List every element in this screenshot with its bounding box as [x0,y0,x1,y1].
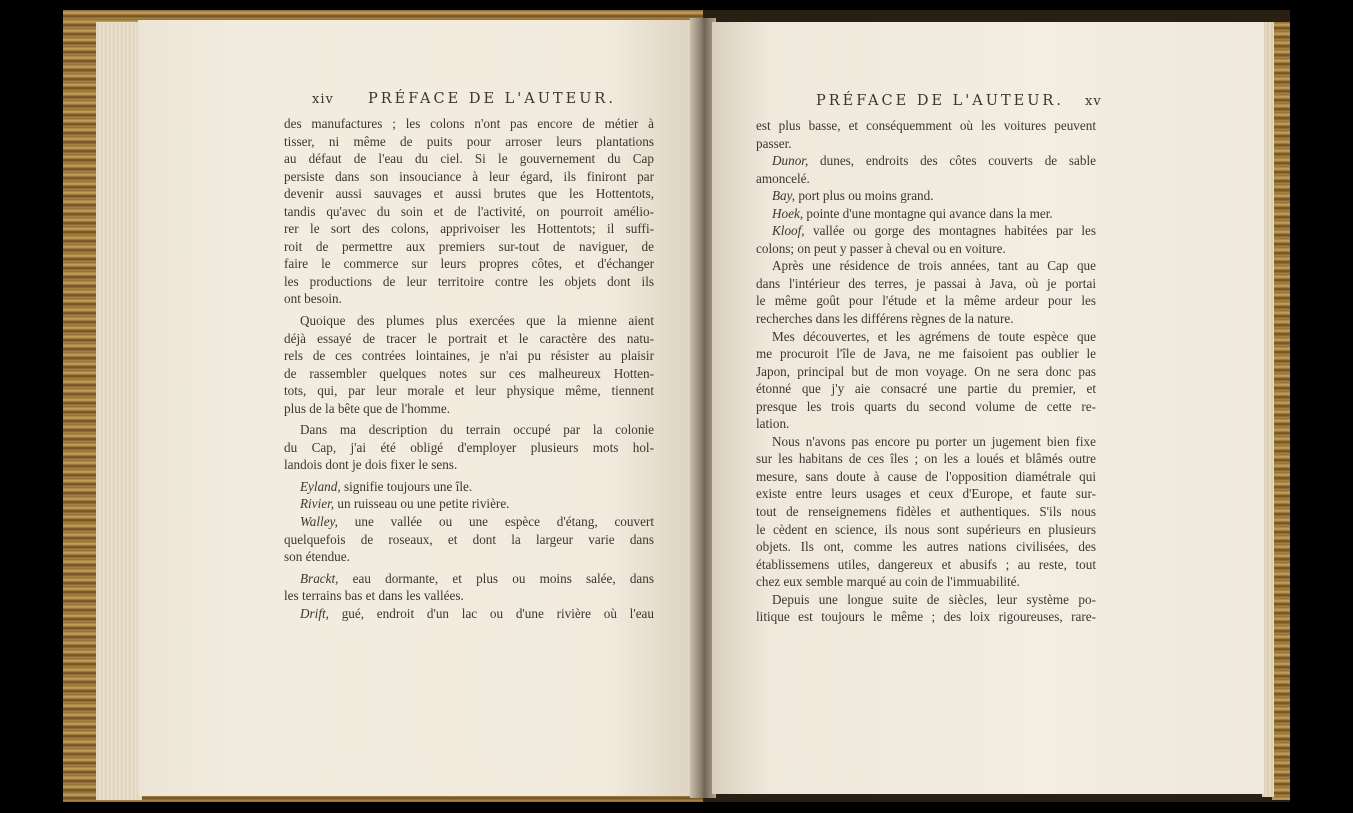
line-text: du Cap, j'ai été obligé d'employer plusieurs mots hol- [284,439,654,455]
text-line [756,292,1096,310]
line-text: signifie toujours une île. [340,478,473,494]
text-line [756,187,1096,205]
text-line [284,400,654,418]
text-line [756,205,1096,223]
line-text: eau dormante, et plus ou moins salée, dans [338,570,654,586]
line-text: landois dont je dois fixer le sens. [284,457,458,473]
line-text: son étendue. [284,549,350,565]
text-line [284,531,654,549]
left-running-head: PRÉFACE DE L'AUTEUR. [368,91,616,107]
text-line [284,495,654,513]
text-line [284,220,654,238]
text-line [284,548,654,566]
text-line [756,521,1096,539]
text-line [756,380,1096,398]
text-line [756,135,1096,153]
line-text: déjà essayé de tracer le portrait et le caractère des natu- [284,330,654,346]
line-text: mesure, sans doute à cause de l'opposition diamétrale qui [756,468,1096,484]
line-text: faire le commerce sur leurs propres côtes, et d'échanger [284,256,654,272]
line-text: les terrains bas et dans les vallées. [284,588,464,604]
text-line [284,115,654,133]
line-text: amoncelé. [756,170,810,186]
line-text: rels de ces contrées lointaines, je n'ai pu résister au plaisir [284,348,654,364]
text-line [756,117,1096,135]
left-body-text [284,115,654,622]
text-line [284,570,654,588]
text-line [284,203,654,221]
text-line [756,538,1096,556]
glossary-term: Eyland, [300,478,341,494]
text-line [284,478,654,496]
text-line [756,415,1096,433]
text-line [756,240,1096,258]
right-body-text [756,117,1096,626]
glossary-term: Kloof, [772,223,805,239]
text-line [756,152,1096,170]
line-text: colons; on peut y passer à cheval ou en voiture. [756,240,1006,256]
text-line [756,503,1096,521]
text-line [284,605,654,623]
glossary-term: Drift, [300,605,329,621]
line-text: sur les habitans de ces îles ; on les a loués et blâmés outre [756,451,1096,467]
text-line [284,168,654,186]
line-text: vallée ou gorge des montagnes habitées par les [804,223,1096,239]
line-text: roit de permettre aux premiers sur-tout de naviguer, de [284,238,654,254]
text-line [284,150,654,168]
glossary-term: Walley, [300,514,338,530]
line-text: le cèdent en science, ils nous sont supérieurs en plusieurs [756,521,1096,537]
text-line [284,456,654,474]
text-line [756,345,1096,363]
line-text: le même goût pour l'étude et la même ardeur pour les [756,293,1096,309]
line-text: les productions de leur territoire contre les objets dont ils [284,273,654,289]
line-text: presque les trois quarts du second volume de cette re- [756,398,1096,414]
line-text: chez eux semble marqué au coin de l'immuabilité. [756,574,1020,590]
text-line [756,275,1096,293]
text-line [284,273,654,291]
line-text: port plus ou moins grand. [795,188,934,204]
text-line [284,382,654,400]
text-line [284,133,654,151]
right-page [712,22,1264,794]
left-page-number: xiv [312,92,334,107]
text-line [756,573,1096,591]
page-edges-left [96,22,142,800]
line-text: quelquefois de roseaux, et dont la largeur varie dans [284,531,654,547]
line-text: Depuis une longue suite de siècles, leur système po- [772,591,1096,607]
text-line [284,513,654,531]
text-line [284,365,654,383]
line-text: tout de renseignemens fidèles et authentiques. S'ils nous [756,504,1096,520]
line-text: de rassembler quelques notes sur ces malheureux Hotten- [284,365,654,381]
line-text: passer. [756,135,792,151]
line-text: Japon, principal but de mon voyage. On ne sera donc pas [756,363,1096,379]
line-text: tots, qui, par leur morale et leur physique même, tiennent [284,383,654,399]
line-text: rer le sort des colons, apprivoiser les Hottentots; il suffi- [284,221,654,237]
text-line [756,591,1096,609]
line-text: établissemens utiles, dangereux et abusifs ; au reste, tout [756,556,1096,572]
text-line [756,363,1096,381]
line-text: me procuroit l'île de Java, ne me faisoient pas oublier le [756,346,1096,362]
text-line [284,421,654,439]
line-text: objets. Ils ont, comme les autres nations civilisées, des [756,539,1096,555]
glossary-term: Dunor, [772,153,809,169]
line-text: persiste dans son insouciance à leur égard, ils finiront par [284,168,654,184]
line-text: dunes, endroits des côtes couverts de sable [808,153,1096,169]
text-line [756,556,1096,574]
line-text: des manufactures ; les colons n'ont pas encore de métier à [284,116,654,131]
text-line [284,238,654,256]
line-text: ont besoin. [284,291,342,307]
line-text: un ruisseau ou une petite rivière. [334,496,510,512]
line-text: gué, endroit d'un lac ou d'une rivière où l'eau [328,605,654,621]
line-text: Mes découvertes, et les agrémens de toute espèce que [772,328,1096,344]
text-line [756,222,1096,240]
text-line [284,439,654,457]
line-text: tisser, ni même de puits pour arroser leurs plantations [284,133,654,149]
glossary-term: Bay, [772,188,796,204]
text-line [284,347,654,365]
text-line [284,312,654,330]
glossary-term: Rivier, [300,496,335,512]
line-text: Après une résidence de trois années, tant au Cap que [772,258,1096,274]
text-line [284,330,654,348]
line-text: une vallée ou une espèce d'étang, couvert [337,514,654,530]
line-text: Nous n'avons pas encore pu porter un jugement bien fixe [772,433,1096,449]
text-line [756,310,1096,328]
left-page [138,20,694,796]
right-page-number: xv [1085,94,1102,109]
line-text: dans l'intérieur des terres, je passai à Java, où je portai [756,275,1096,291]
line-text: Dans ma description du terrain occupé par la colonie [300,422,654,438]
line-text: existe entre leurs usages et ceux d'Europe, et faute sur- [756,486,1096,502]
text-line [756,433,1096,451]
line-text: tandis qu'avec du soin et de l'activité, on pourroit amélio- [284,203,654,219]
line-text: devenir aussi sauvages et aussi brutes que les Hottentots, [284,186,654,202]
glossary-term: Hoek, [772,205,804,221]
gilt-edge-left [63,10,97,802]
line-text: étonné que j'y aie consacré une partie du premier, et [756,381,1096,397]
line-text: recherches dans les différens règnes de la nature. [756,311,1014,327]
line-text: lation. [756,416,790,432]
text-line [284,290,654,308]
text-line [756,608,1096,626]
line-text: Quoique des plumes plus exercées que la mienne aient [300,313,654,329]
right-running-head: PRÉFACE DE L'AUTEUR. [816,93,1064,109]
line-text: pointe d'une montagne qui avance dans la mer. [803,205,1053,221]
line-text: est plus basse, et conséquemment où les voitures peuvent [756,118,1096,133]
text-line [756,450,1096,468]
line-text: au défaut de l'eau du ciel. Si le gouvernement du Cap [284,151,654,167]
text-line [756,398,1096,416]
gilt-edge-right [1272,22,1290,800]
text-line [756,328,1096,346]
text-line [284,587,654,605]
glossary-term: Brackt, [300,570,339,586]
text-line [756,170,1096,188]
text-line [756,485,1096,503]
text-line [284,255,654,273]
text-line [284,185,654,203]
line-text: litique est toujours le même ; des loix rigoureuses, rare- [756,609,1096,625]
text-line [756,468,1096,486]
line-text: plus de la bête que de l'homme. [284,400,451,416]
text-line [756,257,1096,275]
